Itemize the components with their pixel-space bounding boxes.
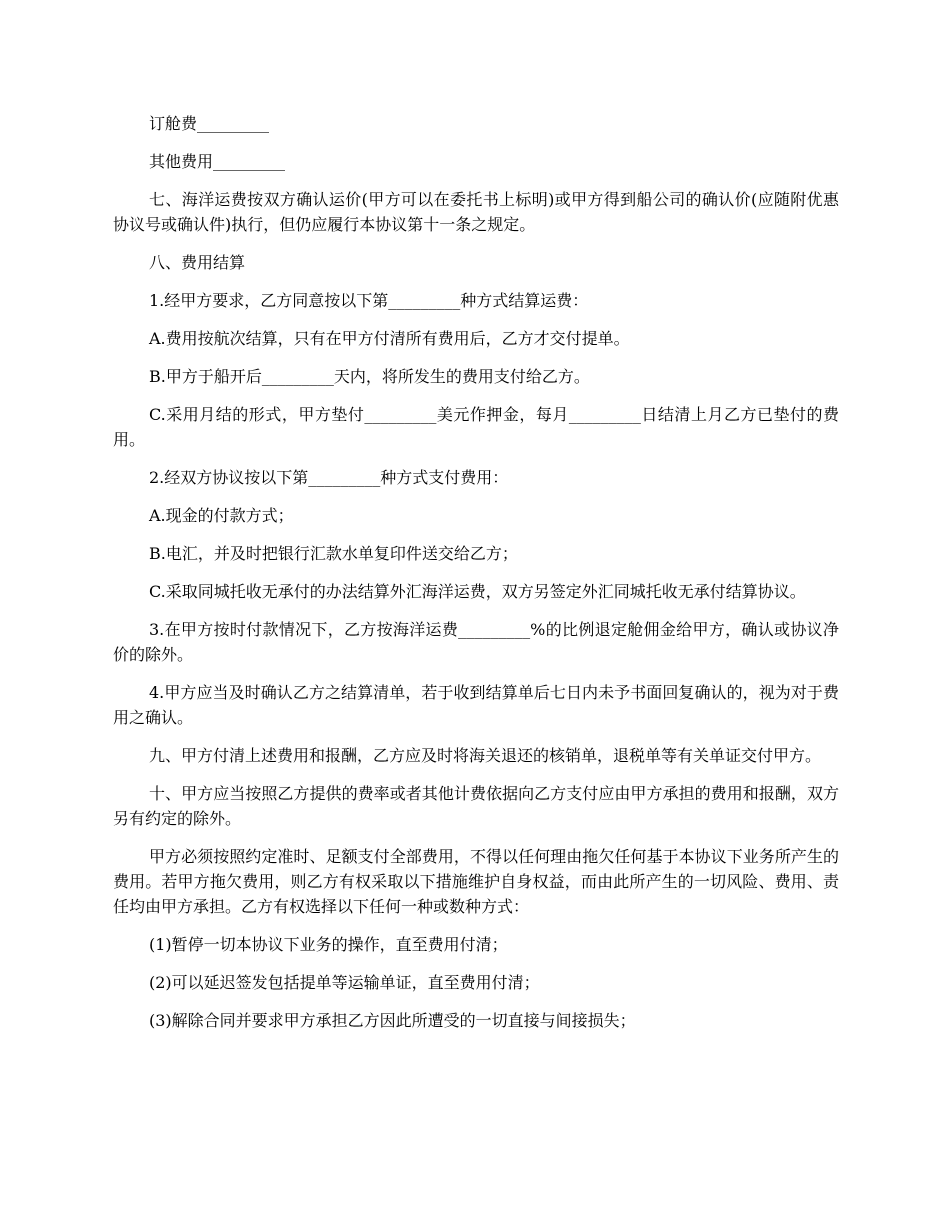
paragraph-8-4: 4.甲方应当及时确认乙方之结算清单，若于收到结算单后七日内未予书面回复确认的，视为对于费用之确认。 xyxy=(113,683,839,727)
paragraph-clause-8-heading: 八、费用结算 xyxy=(149,253,246,272)
paragraph-clause-7: 七、海洋运费按双方确认运价(甲方可以在委托书上标明)或甲方得到船公司的确认价(应随附优惠协议号或确认件)执行，但仍应履行本协议第十一条之规定。 xyxy=(113,190,839,234)
paragraph-8-1-b: B.甲方于船开后_________天内，将所发生的费用支付给乙方。 xyxy=(149,367,590,386)
document-page xyxy=(113,111,839,1046)
paragraph-option-3: (3)解除合同并要求甲方承担乙方因此所遭受的一切直接与间接损失； xyxy=(149,1011,636,1030)
paragraph-clause-10: 十、甲方应当按照乙方提供的费率或者其他计费依据向乙方支付应由甲方承担的费用和报酬，双方另有约定的除外。 xyxy=(113,784,839,828)
paragraph-8-1-a: A.费用按航次结算，只有在甲方付清所有费用后，乙方才交付提单。 xyxy=(149,329,630,348)
paragraph-booking-fee: 订舱费_________ xyxy=(149,114,270,133)
paragraph-8-2-c: C.采取同城托收无承付的办法结算外汇海洋运费，双方另签定外汇同城托收无承付结算协议。 xyxy=(149,582,806,601)
paragraph-8-3: 3.在甲方按时付款情况下，乙方按海洋运费_________%的比例退定舱佣金给甲方，确认或协议净价的除外。 xyxy=(113,620,839,664)
paragraph-8-2-a: A.现金的付款方式； xyxy=(149,506,294,525)
paragraph-8-2-b: B.电汇，并及时把银行汇款水单复印件送交给乙方； xyxy=(149,544,518,563)
paragraph-other-fees: 其他费用_________ xyxy=(149,152,286,171)
paragraph-8-2: 2.经双方协议按以下第_________种方式支付费用： xyxy=(149,468,509,487)
paragraph-8-1: 1.经甲方要求，乙方同意按以下第_________种方式结算运费： xyxy=(149,291,589,310)
paragraph-8-1-c: C.采用月结的形式，甲方垫付_________美元作押金，每月_________日结清上月乙方已垫付的费用。 xyxy=(113,405,839,449)
paragraph-clause-9: 九、甲方付清上述费用和报酬，乙方应及时将海关退还的核销单，退税单等有关单证交付甲方。 xyxy=(149,746,822,765)
paragraph-clause-10-detail: 甲方必须按照约定准时、足额支付全部费用，不得以任何理由拖欠任何基于本协议下业务所产生的费用。若甲方拖欠费用，则乙方有权采取以下措施维护自身权益，而由此所产生的一切风险、费用、责任均由甲方承担。乙方有权选择以下任何一种或数种方式： xyxy=(113,847,839,916)
paragraph-option-2: (2)可以延迟签发包括提单等运输单证，直至费用付清； xyxy=(149,973,540,992)
paragraph-option-1: (1)暂停一切本协议下业务的操作，直至费用付清； xyxy=(149,935,508,954)
